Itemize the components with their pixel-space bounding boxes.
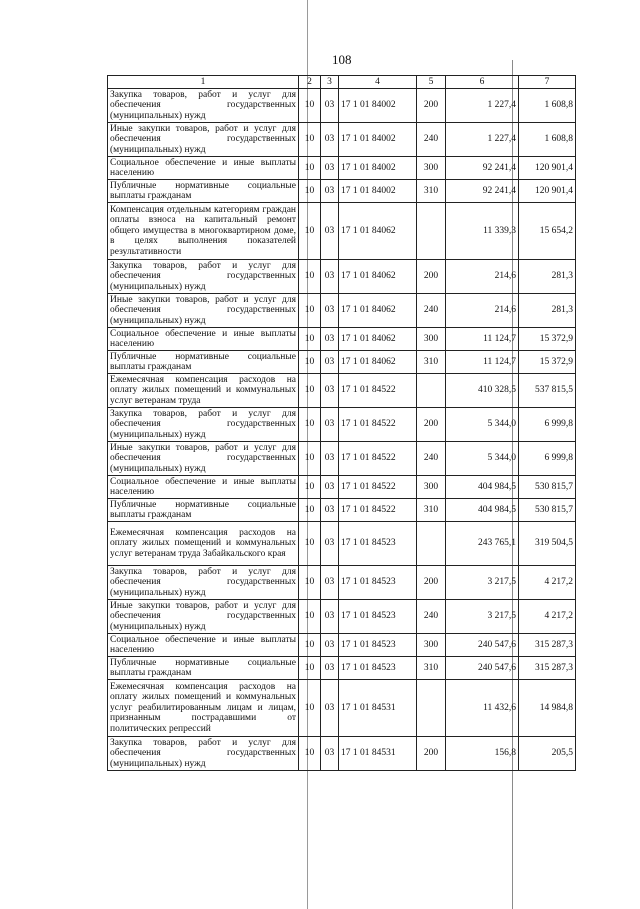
- row-amount-1-cell: 11 339,3: [446, 203, 519, 260]
- row-section-cell: 10: [299, 123, 321, 157]
- row-subsection-cell: 03: [321, 260, 339, 294]
- row-amount-1-cell: 243 765,1: [446, 522, 519, 566]
- row-amount-1-cell: 11 124,7: [446, 328, 519, 351]
- row-expense-type-cell: 310: [417, 180, 446, 203]
- row-article-cell: 17 1 01 84523: [339, 522, 417, 566]
- row-section-cell: 10: [299, 442, 321, 476]
- row-amount-1-cell: 3 217,5: [446, 600, 519, 634]
- row-amount-1-cell: 1 227,4: [446, 123, 519, 157]
- header-col-4: 4: [339, 76, 417, 89]
- row-section-cell: 10: [299, 180, 321, 203]
- row-name-cell: Публичные нормативные социальные выплаты гражданам: [108, 351, 299, 374]
- row-article-cell: 17 1 01 84522: [339, 499, 417, 522]
- row-article-cell: 17 1 01 84062: [339, 328, 417, 351]
- row-name-cell: Иные закупки товаров, работ и услуг для обеспечения государственных (муниципальных) нужд: [108, 294, 299, 328]
- row-name-cell: Социальное обеспечение и иные выплаты населению: [108, 634, 299, 657]
- table-row: [108, 442, 576, 476]
- row-expense-type-cell: 310: [417, 499, 446, 522]
- row-section-cell: 10: [299, 89, 321, 123]
- row-subsection-cell: 03: [321, 600, 339, 634]
- row-subsection-cell: 03: [321, 657, 339, 680]
- table-row: [108, 634, 576, 657]
- table-row: [108, 600, 576, 634]
- row-name-cell: Иные закупки товаров, работ и услуг для обеспечения государственных (муниципальных) нужд: [108, 123, 299, 157]
- header-col-1: 1: [108, 76, 299, 89]
- row-expense-type-cell: 300: [417, 328, 446, 351]
- row-amount-1-cell: 404 984,5: [446, 499, 519, 522]
- row-amount-2-cell: 1 608,8: [519, 123, 576, 157]
- row-article-cell: 17 1 01 84062: [339, 203, 417, 260]
- row-amount-1-cell: 214,6: [446, 294, 519, 328]
- row-amount-2-cell: 120 901,4: [519, 180, 576, 203]
- row-amount-2-cell: 6 999,8: [519, 408, 576, 442]
- row-expense-type-cell: 240: [417, 294, 446, 328]
- row-name-cell: Иные закупки товаров, работ и услуг для обеспечения государственных (муниципальных) нужд: [108, 600, 299, 634]
- row-name-cell: Социальное обеспечение и иные выплаты населению: [108, 157, 299, 180]
- row-subsection-cell: 03: [321, 374, 339, 408]
- row-expense-type-cell: 200: [417, 408, 446, 442]
- row-subsection-cell: 03: [321, 157, 339, 180]
- row-section-cell: 10: [299, 657, 321, 680]
- row-amount-1-cell: 11 124,7: [446, 351, 519, 374]
- row-amount-2-cell: 537 815,5: [519, 374, 576, 408]
- row-article-cell: 17 1 01 84523: [339, 566, 417, 600]
- row-section-cell: 10: [299, 522, 321, 566]
- row-name-cell: Социальное обеспечение и иные выплаты населению: [108, 328, 299, 351]
- row-article-cell: 17 1 01 84522: [339, 374, 417, 408]
- row-section-cell: 10: [299, 737, 321, 771]
- row-amount-2-cell: 319 504,5: [519, 522, 576, 566]
- row-expense-type-cell: 300: [417, 476, 446, 499]
- row-amount-2-cell: 205,5: [519, 737, 576, 771]
- row-amount-1-cell: 240 547,6: [446, 634, 519, 657]
- row-section-cell: 10: [299, 157, 321, 180]
- row-article-cell: 17 1 01 84522: [339, 476, 417, 499]
- row-amount-1-cell: 410 328,5: [446, 374, 519, 408]
- row-subsection-cell: 03: [321, 737, 339, 771]
- row-expense-type-cell: 240: [417, 442, 446, 476]
- row-amount-2-cell: 6 999,8: [519, 442, 576, 476]
- table-row: [108, 351, 576, 374]
- row-amount-2-cell: 120 901,4: [519, 157, 576, 180]
- row-amount-2-cell: 530 815,7: [519, 476, 576, 499]
- table-row: [108, 680, 576, 737]
- row-amount-1-cell: 5 344,0: [446, 408, 519, 442]
- row-name-cell: Закупка товаров, работ и услуг для обеспечения государственных (муниципальных) нужд: [108, 737, 299, 771]
- row-name-cell: Публичные нормативные социальные выплаты гражданам: [108, 657, 299, 680]
- header-col-5: 5: [417, 76, 446, 89]
- table-row: [108, 180, 576, 203]
- table-row: [108, 566, 576, 600]
- table-row: [108, 408, 576, 442]
- row-amount-2-cell: 530 815,7: [519, 499, 576, 522]
- row-subsection-cell: 03: [321, 634, 339, 657]
- row-subsection-cell: 03: [321, 351, 339, 374]
- row-name-cell: Публичные нормативные социальные выплаты гражданам: [108, 180, 299, 203]
- row-amount-1-cell: 214,6: [446, 260, 519, 294]
- row-name-cell: Компенсация отдельным категориям граждан оплаты взноса на капитальный ремонт общего имущества в многоквартирном доме, в целях выполнения показателей результативности: [108, 203, 299, 260]
- row-expense-type-cell: 240: [417, 600, 446, 634]
- row-subsection-cell: 03: [321, 680, 339, 737]
- row-section-cell: 10: [299, 408, 321, 442]
- row-name-cell: Ежемесячная компенсация расходов на оплату жилых помещений и коммунальных услуг реабилитированным лицам и лицам, признанным пострадавшими от политических репрессий: [108, 680, 299, 737]
- row-name-cell: Публичные нормативные социальные выплаты гражданам: [108, 499, 299, 522]
- row-article-cell: 17 1 01 84522: [339, 442, 417, 476]
- row-expense-type-cell: 300: [417, 634, 446, 657]
- row-subsection-cell: 03: [321, 408, 339, 442]
- row-amount-2-cell: 4 217,2: [519, 600, 576, 634]
- row-amount-2-cell: 15 372,9: [519, 328, 576, 351]
- row-name-cell: Закупка товаров, работ и услуг для обеспечения государственных (муниципальных) нужд: [108, 566, 299, 600]
- row-subsection-cell: 03: [321, 522, 339, 566]
- row-amount-1-cell: 5 344,0: [446, 442, 519, 476]
- row-article-cell: 17 1 01 84002: [339, 89, 417, 123]
- row-name-cell: Ежемесячная компенсация расходов на оплату жилых помещений и коммунальных услуг ветеранам труда: [108, 374, 299, 408]
- row-amount-2-cell: 14 984,8: [519, 680, 576, 737]
- row-expense-type-cell: [417, 522, 446, 566]
- row-amount-1-cell: 240 547,6: [446, 657, 519, 680]
- row-subsection-cell: 03: [321, 566, 339, 600]
- row-expense-type-cell: 300: [417, 157, 446, 180]
- row-name-cell: Закупка товаров, работ и услуг для обеспечения государственных (муниципальных) нужд: [108, 260, 299, 294]
- table-row: [108, 522, 576, 566]
- table-row: [108, 123, 576, 157]
- row-article-cell: 17 1 01 84062: [339, 294, 417, 328]
- row-amount-1-cell: 92 241,4: [446, 180, 519, 203]
- table-row: [108, 157, 576, 180]
- row-expense-type-cell: [417, 203, 446, 260]
- row-subsection-cell: 03: [321, 123, 339, 157]
- row-subsection-cell: 03: [321, 89, 339, 123]
- table-row: [108, 476, 576, 499]
- row-article-cell: 17 1 01 84531: [339, 737, 417, 771]
- row-amount-2-cell: 315 287,3: [519, 634, 576, 657]
- row-section-cell: 10: [299, 634, 321, 657]
- row-expense-type-cell: 310: [417, 657, 446, 680]
- budget-table: [107, 75, 576, 771]
- row-name-cell: Ежемесячная компенсация расходов на оплату жилых помещений и коммунальных услуг ветеранам труда Забайкальского края: [108, 522, 299, 566]
- header-col-7: 7: [519, 76, 576, 89]
- row-expense-type-cell: [417, 374, 446, 408]
- table-row: [108, 657, 576, 680]
- row-subsection-cell: 03: [321, 294, 339, 328]
- row-expense-type-cell: 200: [417, 737, 446, 771]
- table-row: [108, 374, 576, 408]
- row-amount-1-cell: 404 984,5: [446, 476, 519, 499]
- row-amount-1-cell: 156,8: [446, 737, 519, 771]
- row-amount-1-cell: 3 217,5: [446, 566, 519, 600]
- row-article-cell: 17 1 01 84002: [339, 157, 417, 180]
- row-amount-1-cell: 11 432,6: [446, 680, 519, 737]
- row-article-cell: 17 1 01 84523: [339, 634, 417, 657]
- row-amount-2-cell: 15 654,2: [519, 203, 576, 260]
- row-section-cell: 10: [299, 680, 321, 737]
- row-expense-type-cell: 200: [417, 89, 446, 123]
- row-expense-type-cell: [417, 680, 446, 737]
- row-amount-2-cell: 281,3: [519, 260, 576, 294]
- header-col-2: 2: [299, 76, 321, 89]
- row-section-cell: 10: [299, 476, 321, 499]
- row-expense-type-cell: 310: [417, 351, 446, 374]
- table-row: [108, 328, 576, 351]
- row-expense-type-cell: 200: [417, 566, 446, 600]
- table-row: [108, 499, 576, 522]
- row-article-cell: 17 1 01 84531: [339, 680, 417, 737]
- row-section-cell: 10: [299, 374, 321, 408]
- row-amount-2-cell: 315 287,3: [519, 657, 576, 680]
- row-article-cell: 17 1 01 84002: [339, 180, 417, 203]
- row-expense-type-cell: 200: [417, 260, 446, 294]
- row-subsection-cell: 03: [321, 180, 339, 203]
- page-number: 108: [332, 52, 352, 67]
- row-article-cell: 17 1 01 84523: [339, 657, 417, 680]
- row-article-cell: 17 1 01 84523: [339, 600, 417, 634]
- row-section-cell: 10: [299, 351, 321, 374]
- header-col-6: 6: [446, 76, 519, 89]
- row-name-cell: Закупка товаров, работ и услуг для обеспечения государственных (муниципальных) нужд: [108, 89, 299, 123]
- row-article-cell: 17 1 01 84522: [339, 408, 417, 442]
- row-section-cell: 10: [299, 499, 321, 522]
- table-row: [108, 260, 576, 294]
- table-row: [108, 89, 576, 123]
- row-amount-1-cell: 92 241,4: [446, 157, 519, 180]
- row-section-cell: 10: [299, 260, 321, 294]
- row-amount-2-cell: 281,3: [519, 294, 576, 328]
- row-section-cell: 10: [299, 328, 321, 351]
- row-subsection-cell: 03: [321, 499, 339, 522]
- row-section-cell: 10: [299, 566, 321, 600]
- header-col-3: 3: [321, 76, 339, 89]
- row-name-cell: Закупка товаров, работ и услуг для обеспечения государственных (муниципальных) нужд: [108, 408, 299, 442]
- row-name-cell: Социальное обеспечение и иные выплаты населению: [108, 476, 299, 499]
- row-subsection-cell: 03: [321, 203, 339, 260]
- row-section-cell: 10: [299, 294, 321, 328]
- row-section-cell: 10: [299, 203, 321, 260]
- row-amount-2-cell: 1 608,8: [519, 89, 576, 123]
- row-name-cell: Иные закупки товаров, работ и услуг для обеспечения государственных (муниципальных) нужд: [108, 442, 299, 476]
- row-amount-1-cell: 1 227,4: [446, 89, 519, 123]
- row-article-cell: 17 1 01 84062: [339, 351, 417, 374]
- row-expense-type-cell: 240: [417, 123, 446, 157]
- row-amount-2-cell: 15 372,9: [519, 351, 576, 374]
- row-subsection-cell: 03: [321, 442, 339, 476]
- table-row: [108, 294, 576, 328]
- table-row: [108, 737, 576, 771]
- table-row: [108, 203, 576, 260]
- row-section-cell: 10: [299, 600, 321, 634]
- row-amount-2-cell: 4 217,2: [519, 566, 576, 600]
- row-subsection-cell: 03: [321, 328, 339, 351]
- row-article-cell: 17 1 01 84062: [339, 260, 417, 294]
- header-row: [108, 76, 576, 89]
- row-article-cell: 17 1 01 84002: [339, 123, 417, 157]
- row-subsection-cell: 03: [321, 476, 339, 499]
